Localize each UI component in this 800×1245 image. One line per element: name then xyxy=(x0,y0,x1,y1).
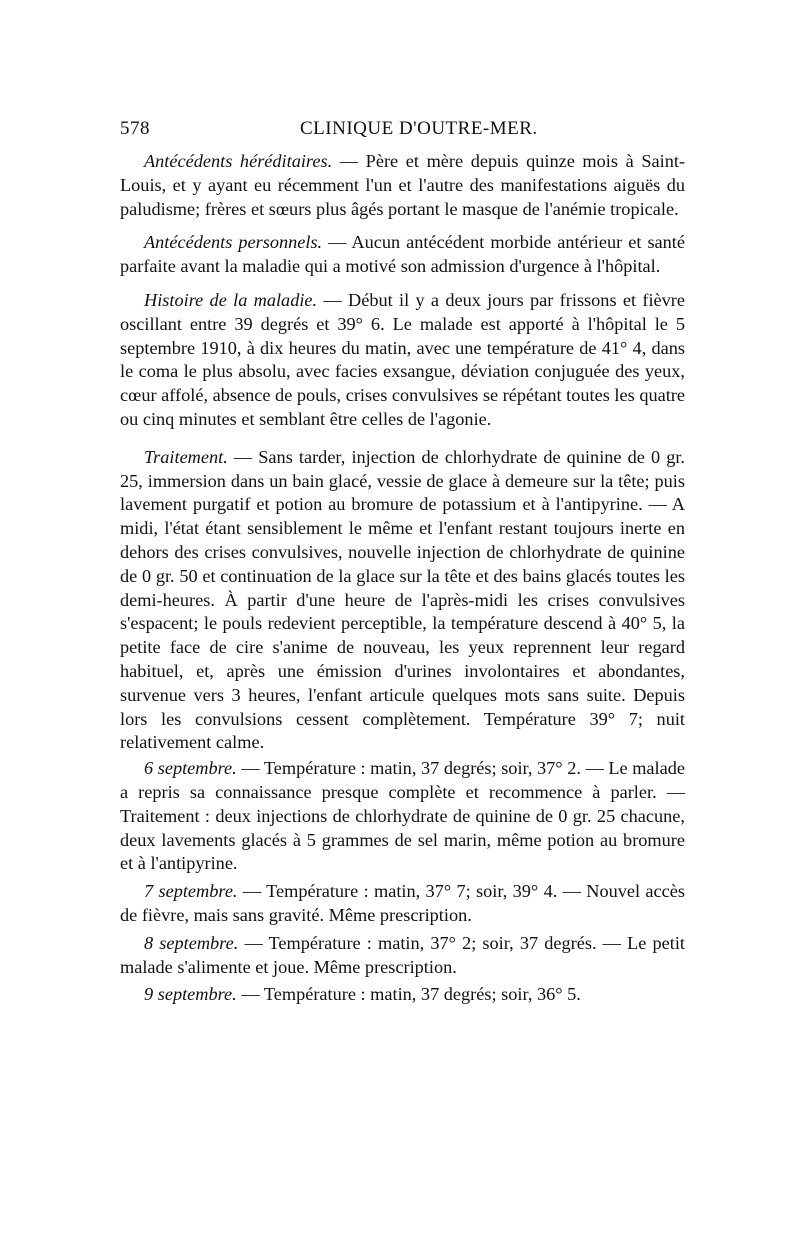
paragraph-text: — Père et mère depuis quinze mois à Saint-Louis, et y ayant eu récemment l'un et l'autre des manifestations aiguës du paludisme; frères et sœurs plus âgés portant le masque de l'anémie tropicale. xyxy=(120,151,686,219)
paragraph-treatment xyxy=(120,446,685,755)
paragraph-text: — Température : matin, 37 degrés; soir, 37° 2. — Le malade a repris sa connaissance presque complète et recommence à parler. — Traitement : deux injections de chlorhydrate de quinine de 0 gr. 25 chacune, deux lavements glacés à 5 grammes de sel marin, même potion au bromure et à l'antipyrine. xyxy=(120,758,685,874)
paragraph-september-8 xyxy=(120,932,685,980)
paragraph-text: — Température : matin, 37° 7; soir, 39° 4. — Nouvel accès de fièvre, mais sans gravité. Même prescription. xyxy=(120,881,685,925)
paragraph-lead: Histoire de la maladie. xyxy=(144,289,318,310)
paragraph-personal-history xyxy=(120,231,685,279)
paragraph-text: — Sans tarder, injection de chlorhydrate de quinine de 0 gr. 25, immersion dans un bain glacé, vessie de glace à demeure sur la tête; puis lavement purgatif et potion au bromure de potassium et à l'antipyrine. — A midi, l'état étant sensiblement le même et l'enfant restant toujours inerte en dehors des crises convulsives, nouvelle injection de chlorhydrate de quinine de 0 gr. 50 et continuation de la glace sur la tête et des bains glacés toutes les demi-heures. À partir d'une heure de l'après-midi les crises convulsives s'espacent; le pouls redevient perceptible, la température descend à 40° 5, la petite face de cire s'anime de nouveau, les yeux reprennent leur regard habituel, et, après une émission d'urines involontaires et abondantes, survenue vers 3 heures, l'enfant articule quelques mots sans suite. Depuis lors les convulsions cessent complètement. Température 39° 7; nuit relativement calme. xyxy=(120,446,685,753)
paragraph-september-6 xyxy=(120,757,685,876)
paragraph-text: — Aucun antécédent morbide antérieur et santé parfaite avant la maladie qui a motivé son admission d'urgence à l'hôpital. xyxy=(120,232,686,277)
paragraph-text: — Température : matin, 37 degrés; soir, 36° 5. xyxy=(236,984,581,1005)
paragraph-lead: 9 septembre. xyxy=(144,984,237,1005)
body-text xyxy=(120,150,685,1007)
paragraph-lead: 7 septembre. xyxy=(144,881,238,902)
paragraph-lead: 6 septembre. xyxy=(144,758,237,779)
paragraph-text: — Début il y a deux jours par frissons et fièvre oscillant entre 39 degrés et 39° 6. Le malade est apporté à l'hôpital le 5 septembre 1910, à dix heures du matin, avec une température de 41° 4, dans le coma le plus absolu, avec facies exsangue, déviation conjuguée des yeux, cœur affolé, absence de pouls, crises convulsives se répétant toutes les quatre ou cinq minutes et semblant être celles de l'agonie. xyxy=(120,289,685,429)
page-number: 578 xyxy=(120,118,150,139)
paragraph-september-7 xyxy=(120,880,685,928)
paragraph-hereditary-history xyxy=(120,150,685,221)
paragraph-lead: 8 septembre. xyxy=(144,932,239,953)
paragraph-september-9 xyxy=(120,983,685,1007)
paragraph-text: — Température : matin, 37° 2; soir, 37 degrés. — Le petit malade s'alimente et joue. Même prescription. xyxy=(120,932,685,977)
paragraph-disease-history xyxy=(120,289,685,432)
paragraph-lead: Antécédents personnels. xyxy=(144,232,323,253)
running-head xyxy=(120,118,685,142)
paragraph-lead: Antécédents héréditaires. xyxy=(144,151,333,171)
paragraph-lead: Traitement. xyxy=(144,446,228,467)
running-title: CLINIQUE D'OUTRE-MER. xyxy=(300,118,538,139)
